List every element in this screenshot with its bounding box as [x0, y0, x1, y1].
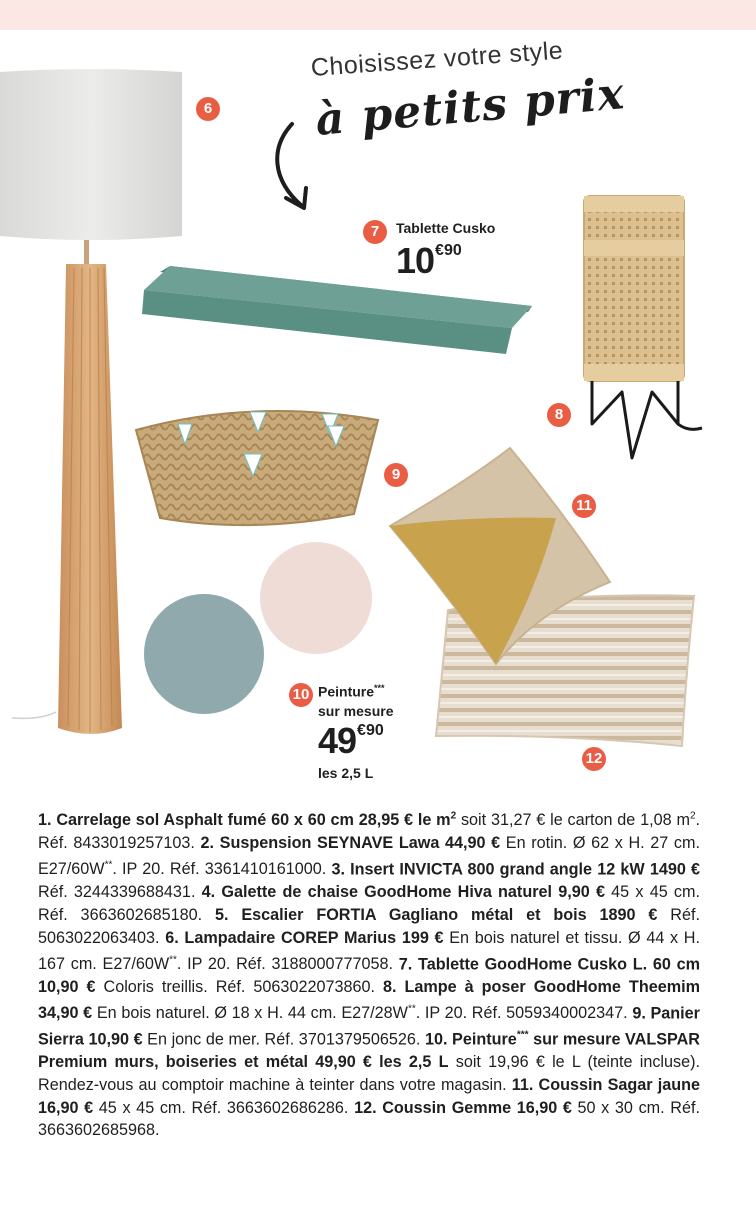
desc-item-1: 1. Carrelage sol Asphalt fumé 60 x 60 cm 28,95 € le $m^2$ soit 31,27 € le carton de 1,08 $m^2$. Réf. 8433019257103.	[38, 811, 700, 853]
product-badge-8: 8	[547, 403, 571, 427]
product-10-label-line1: Peinture***	[318, 683, 385, 700]
headline-line1: Choisissez votre style	[309, 36, 565, 83]
desc-item-8: 8. Lampe à poser GoodHome Theemim 34,90 € En bois naturel. Ø 18 x H. 44 cm. E27/28W**. IP 20. Réf. 5059340002347.	[38, 977, 701, 1022]
table-lamp-image	[578, 192, 708, 462]
headline-line2: à petits prix	[313, 68, 627, 146]
desc-item-6: 6. Lampadaire COREP Marius 199 € En bois naturel et tissu. Ø 44 x H. 167 cm. E27/60W**. IP 20. Réf. 3188000777058.	[38, 928, 700, 973]
desc-item-5: 5. Escalier FORTIA Gagliano métal et bois 1890 € Réf. 5063022063403.	[38, 905, 700, 947]
product-badge-12: 12	[582, 747, 606, 771]
product-10-label-line2: sur mesure	[318, 703, 394, 719]
desc-item-11: 11. Coussin Sagar jaune 16,90 € 45 x 45 cm. Réf. 3663602686286.	[38, 1075, 700, 1117]
desc-item-9: 9. Panier Sierra 10,90 € En jonc de mer. Réf. 3701379506526.	[38, 1003, 700, 1049]
wall-shelf-image	[140, 266, 535, 361]
product-10-unit: les 2,5 L	[318, 765, 374, 781]
cushions-image	[386, 442, 706, 754]
product-description	[38, 806, 700, 1142]
basket-image	[132, 402, 382, 530]
product-badge-6: 6	[196, 97, 220, 121]
desc-item-10: 10. Peinture*** sur mesure VALSPAR Premium murs, boiseries et métal 49,90 € les 2,5 L soit 19,96 € le L (teinte incluse). Rendez-vous au comptoir machine à teinter dans votre magasin.	[38, 1029, 701, 1094]
curved-arrow-icon	[262, 118, 332, 218]
desc-item-3: 3. Insert INVICTA 800 grand angle 12 kW 1490 € Réf. 3244339688431.	[38, 860, 700, 902]
desc-item-4: 4. Galette de chaise GoodHome Hiva naturel 9,90 € 45 x 45 cm. Réf. 3663602685180.	[38, 883, 700, 924]
product-badge-11: 11	[572, 494, 596, 518]
top-band	[0, 0, 756, 30]
product-7-label: Tablette Cusko	[396, 220, 496, 236]
product-badge-9: 9	[384, 463, 408, 487]
desc-item-7: 7. Tablette GoodHome Cusko L. 60 cm 10,90 € Coloris treillis. Réf. 5063022073860.	[38, 954, 700, 996]
product-badge-7: 7	[363, 220, 387, 244]
desc-item-12: 12. Coussin Gemme 16,90 € 50 x 30 cm. Réf. 3663602685968.	[38, 1098, 700, 1140]
desc-item-2: 2. Suspension SEYNAVE Lawa 44,90 € En rotin. Ø 62 x H. 27 cm. E27/60W**. IP 20. Réf. 3361410161000.	[38, 834, 700, 879]
product-badge-10: 10	[289, 683, 313, 707]
product-10-price: $49^{€90}$	[318, 720, 384, 761]
product-7-price: $10^{€90}$	[396, 240, 462, 281]
